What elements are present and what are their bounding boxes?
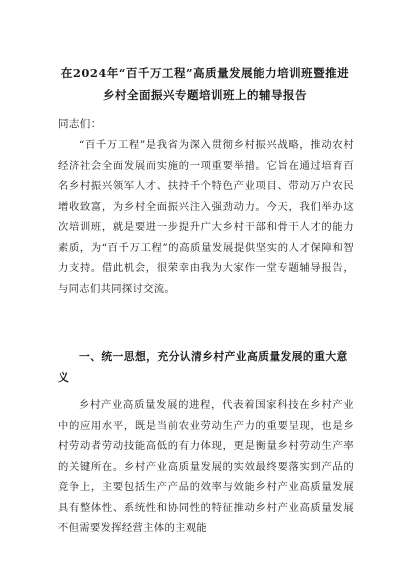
- salutation: 同志们：: [58, 118, 102, 130]
- body-paragraph: “百千万工程”是我省为深入贯彻乡村振兴战略，推动农村经济社会全面发展而实施的一项重要举措。它旨在通过培育百名乡村振兴领军人才、扶持千个特色产业项目、带动万户农民增收致富，为乡村全面振兴注入强劲动力。今天，我们举办这次培训班，就是要进一步提升广大乡村干部和骨干人才的能力素质，为“百千万工程”的高质量发展提供坚实的人才保障和智力支持。借此机会，很荣幸由我为大家作一堂专题辅导报告，与同志们共同探讨交流。: [58, 139, 354, 295]
- document-title: 在2024年“百千万工程”高质量发展能力培训班暨推进乡村全面振兴专题培训班上的辅导报告: [60, 66, 350, 102]
- body-paragraph: 乡村产业高质量发展的进程，代表着国家科技在乡村产业中的应用水平，既是当前农业劳动生产力的重要呈现，也是乡村劳动者劳动技能高低的有力体现，更是衡量乡村劳动生产率的关键所在。乡村产业高质量发展的实效最终要落实到产品的竞争上，主要包括生产产品的效率与效能乡村产业高质量发展具有整体性、系统性和协同性的特征推动乡村产业高质量发展不但需要发挥经营主体的主观能: [58, 399, 354, 534]
- section-heading: 一、统一思想，充分认清乡村产业高质量发展的重大意义: [58, 350, 348, 384]
